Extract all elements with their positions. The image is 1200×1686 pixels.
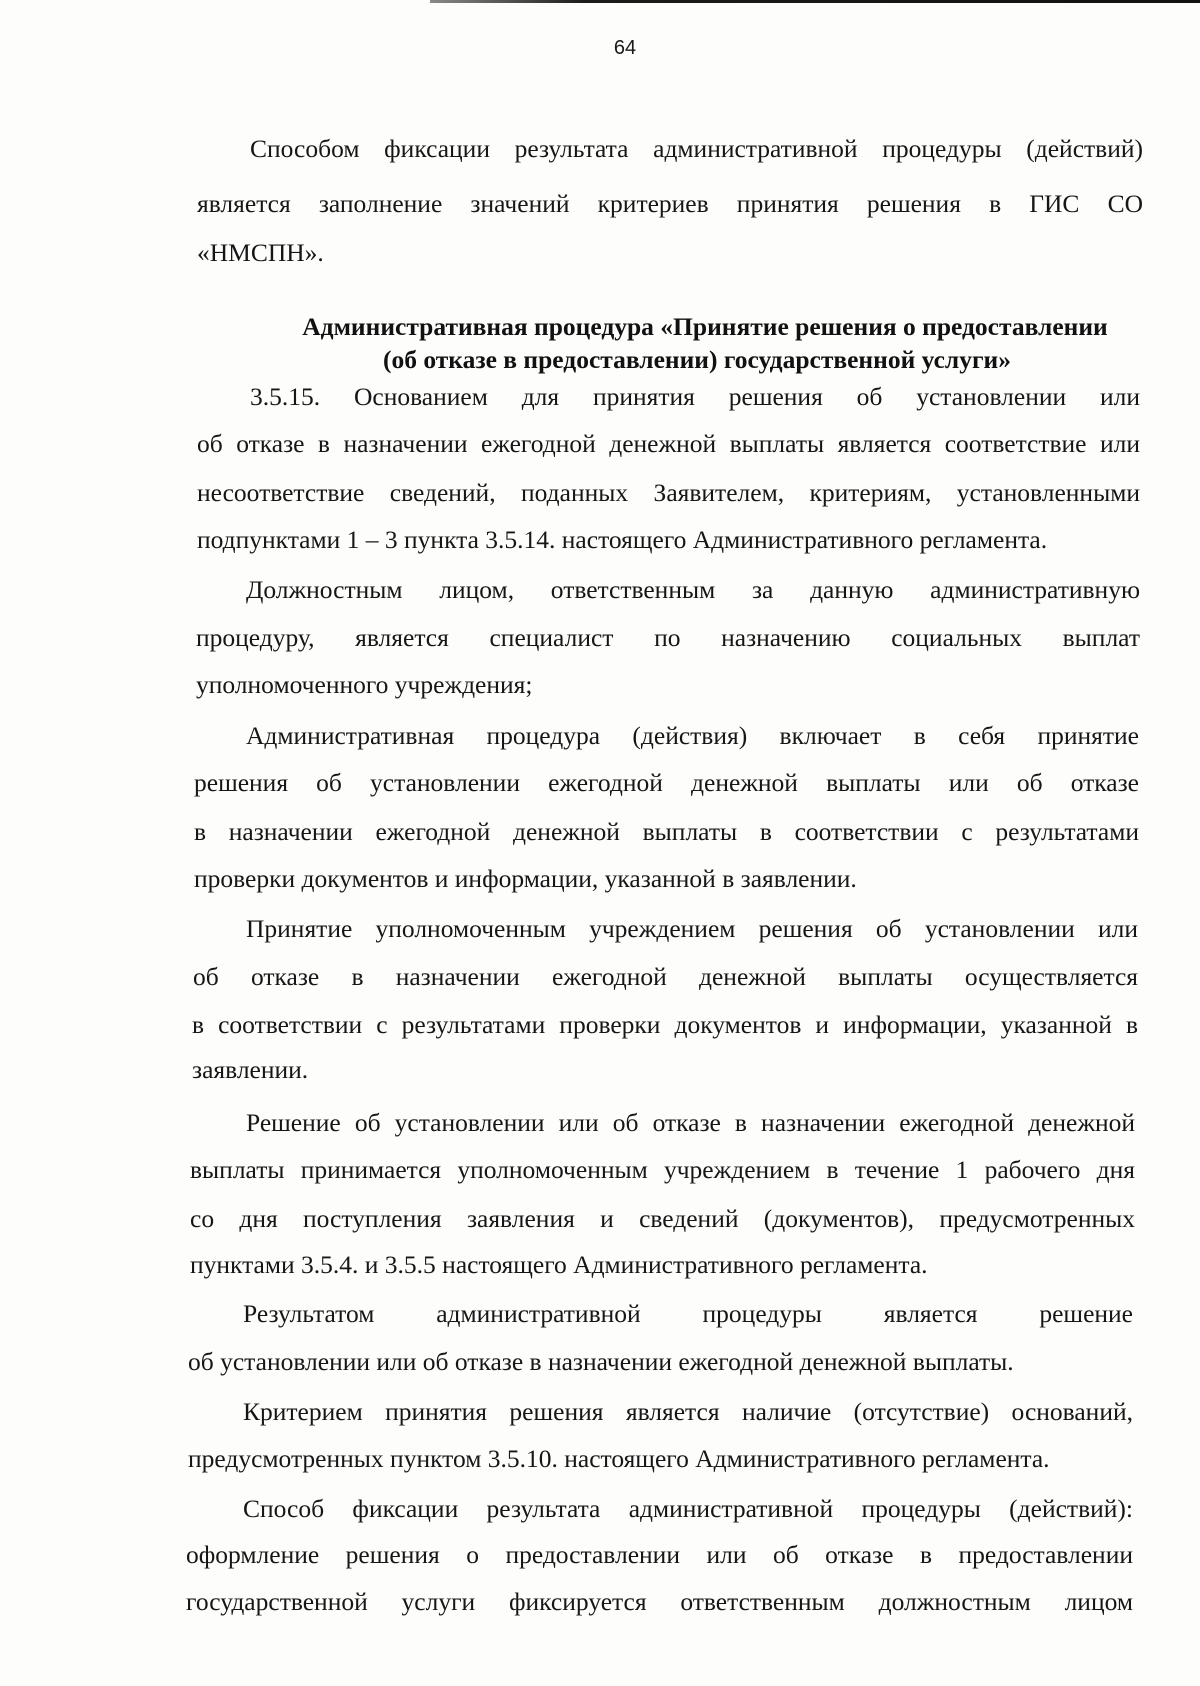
- paragraph-3-line-2: процедуру, является специалист по назначению социальных выплат: [196, 623, 1140, 652]
- paragraph-2-line-3: несоответствие сведений, поданных Заявителем, критериям, установленными: [197, 478, 1140, 507]
- paragraph-5-line-4: заявлении.: [192, 1055, 309, 1084]
- paragraph-1-line-1: Способом фиксации результата административной процедуры (действий): [250, 134, 1143, 163]
- paragraph-8-line-2: предусмотренных пунктом 3.5.10. настоящего Административного регламента.: [188, 1444, 1050, 1473]
- section-heading-line-1: Административная процедура «Принятие решения о предоставлении: [302, 312, 1108, 341]
- paragraph-6-line-1: Решение об установлении или об отказе в назначении ежегодной денежной: [246, 1108, 1135, 1137]
- paragraph-9-line-1: Способ фиксации результата административной процедуры (действий):: [243, 1494, 1133, 1523]
- section-heading-line-2: (об отказе в предоставлении) государственной услуги»: [382, 345, 1011, 374]
- page-number: 64: [613, 37, 637, 59]
- paragraph-6-line-4: пунктами 3.5.4. и 3.5.5 настоящего Административного регламента.: [190, 1250, 928, 1279]
- paragraph-5-line-2: об отказе в назначении ежегодной денежной выплаты осуществляется: [193, 962, 1138, 991]
- paragraph-5-line-1: Принятие уполномоченным учреждением решения об установлении или: [246, 914, 1138, 943]
- paragraph-4-line-2: решения об установлении ежегодной денежной выплаты или об отказе: [194, 768, 1139, 797]
- paragraph-7-line-2: об установлении или об отказе в назначении ежегодной денежной выплаты.: [188, 1347, 1014, 1376]
- paragraph-4-line-1: Административная процедура (действия) включает в себя принятие: [246, 721, 1139, 750]
- paragraph-1-line-2: является заполнение значений критериев принятия решения в ГИС СО: [197, 189, 1143, 218]
- paragraph-6-line-3: со дня поступления заявления и сведений (документов), предусмотренных: [190, 1204, 1135, 1233]
- paragraph-4-line-3: в назначении ежегодной денежной выплаты в соответствии с результатами: [194, 817, 1139, 846]
- paragraph-7-line-1: Результатом административной процедуры является решение: [243, 1299, 1133, 1328]
- paragraph-9-line-3: государственной услуги фиксируется ответственным должностным лицом: [186, 1587, 1133, 1616]
- scan-edge: [430, 0, 1200, 3]
- paragraph-4-line-4: проверки документов и информации, указанной в заявлении.: [194, 864, 857, 893]
- paragraph-1-line-3: «НМСПН».: [197, 238, 324, 267]
- paragraph-3-line-1: Должностным лицом, ответственным за данную административную: [246, 575, 1140, 604]
- paragraph-8-line-1: Критерием принятия решения является наличие (отсутствие) оснований,: [243, 1397, 1133, 1426]
- paragraph-5-line-3: в соответствии с результатами проверки документов и информации, указанной в: [192, 1010, 1138, 1039]
- paragraph-9-line-2: оформление решения о предоставлении или об отказе в предоставлении: [186, 1540, 1133, 1569]
- paragraph-6-line-2: выплаты принимается уполномоченным учреждением в течение 1 рабочего дня: [190, 1155, 1135, 1184]
- paragraph-3-line-3: уполномоченного учреждения;: [196, 670, 533, 699]
- paragraph-2-line-2: об отказе в назначении ежегодной денежной выплаты является соответствие или: [197, 429, 1140, 458]
- paragraph-2-line-4: подпунктами 1 – 3 пункта 3.5.14. настоящего Административного регламента.: [197, 525, 1048, 554]
- paragraph-2-line-1: 3.5.15. Основанием для принятия решения об установлении или: [250, 382, 1140, 411]
